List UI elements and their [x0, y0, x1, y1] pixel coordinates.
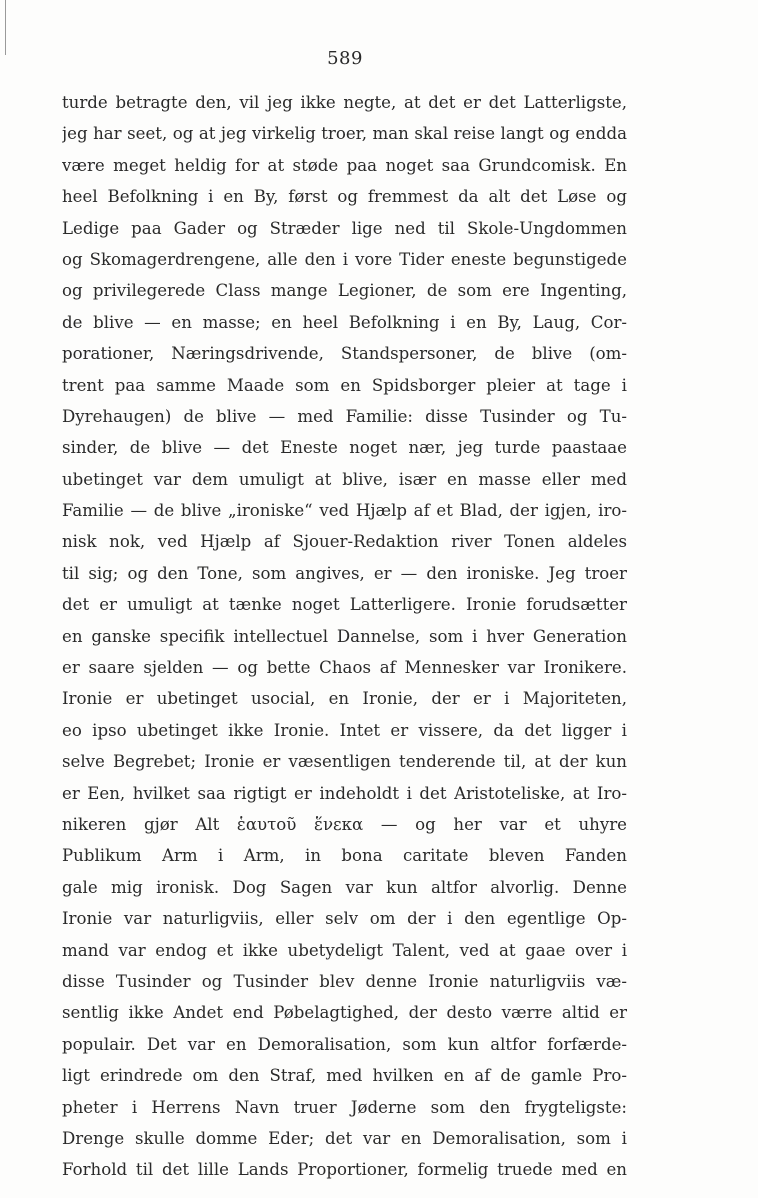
- text-line: heel Befolkning i en By, først og fremmest da alt det Løse og: [62, 187, 627, 207]
- body-text: [62, 87, 627, 1186]
- text-line: Ledige paa Gader og Stræder lige ned til Skole-Ungdommen: [62, 218, 627, 238]
- text-line: til sig; og den Tone, som angives, er — den ironiske. Jeg troer: [62, 563, 627, 583]
- text-line: er Een, hvilket saa rigtigt er indeholdt i det Aristoteliske, at Iro-: [62, 783, 627, 803]
- text-line: og privilegerede Class mange Legioner, de som ere Ingenting,: [62, 281, 627, 301]
- text-line: gale mig ironisk. Dog Sagen var kun altfor alvorlig. Denne: [62, 877, 627, 897]
- text-line: jeg har seet, og at jeg virkelig troer, man skal reise langt og endda: [62, 124, 627, 144]
- text-line: ligt erindrede om den Straf, med hvilken en af de gamle Pro-: [62, 1066, 627, 1086]
- text-line: nikeren gjør Alt ἑαυτοῦ ἕνεκα — og her var et uhyre: [62, 814, 627, 834]
- text-line: sinder, de blive — det Eneste noget nær, jeg turde paastaae: [62, 438, 627, 458]
- text-line: pheter i Herrens Navn truer Jøderne som den frygteligste:: [62, 1097, 627, 1117]
- text-line: eo ipso ubetinget ikke Ironie. Intet er vissere, da det ligger i: [62, 720, 627, 740]
- text-line: og Skomagerdrengene, alle den i vore Tider eneste begunstigede: [62, 249, 627, 269]
- page-number: 589: [327, 48, 363, 69]
- text-line: porationer, Næringsdrivende, Standspersoner, de blive (om-: [62, 344, 627, 364]
- text-line: ubetinget var dem umuligt at blive, især en masse eller med: [62, 469, 627, 489]
- text-line: selve Begrebet; Ironie er væsentligen tenderende til, at der kun: [62, 752, 627, 772]
- text-line: Ironie var naturligviis, eller selv om der i den egentlige Op-: [62, 909, 627, 929]
- text-line: Publikum Arm i Arm, in bona caritate bleven Fanden: [62, 846, 627, 866]
- text-line: Dyrehaugen) de blive — med Familie: disse Tusinder og Tu-: [62, 406, 627, 426]
- text-line: en ganske specifik intellectuel Dannelse, som i hver Generation: [62, 626, 627, 646]
- text-line: disse Tusinder og Tusinder blev denne Ironie naturligviis væ-: [62, 971, 627, 991]
- text-line: Familie — de blive „ironiske“ ved Hjælp af et Blad, der igjen, iro-: [62, 501, 627, 521]
- text-line: er saare sjelden — og bette Chaos af Mennesker var Ironikere.: [62, 658, 627, 678]
- text-line: være meget heldig for at støde paa noget saa Grundcomisk. En: [62, 155, 627, 175]
- text-line: turde betragte den, vil jeg ikke negte, at det er det Latterligste,: [62, 93, 627, 112]
- page-edge-rule: [5, 0, 6, 55]
- text-line: Drenge skulle domme Eder; det var en Demoralisation, som i: [62, 1128, 627, 1148]
- text-line: populair. Det var en Demoralisation, som kun altfor forfærde-: [62, 1034, 627, 1054]
- text-line: sentlig ikke Andet end Pøbelagtighed, der desto værre altid er: [62, 1003, 627, 1023]
- text-line: de blive — en masse; en heel Befolkning i en By, Laug, Cor-: [62, 312, 627, 332]
- text-line: nisk nok, ved Hjælp af Sjouer-Redaktion river Tonen aldeles: [62, 532, 627, 552]
- text-line: mand var endog et ikke ubetydeligt Talent, ved at gaae over i: [62, 940, 627, 960]
- text-line: trent paa samme Maade som en Spidsborger pleier at tage i: [62, 375, 627, 395]
- text-line: Ironie er ubetinget usocial, en Ironie, der er i Majoriteten,: [62, 689, 627, 709]
- text-line: Forhold til det lille Lands Proportioner, formelig truede med en: [62, 1160, 627, 1180]
- text-line: det er umuligt at tænke noget Latterligere. Ironie forudsætter: [62, 595, 627, 615]
